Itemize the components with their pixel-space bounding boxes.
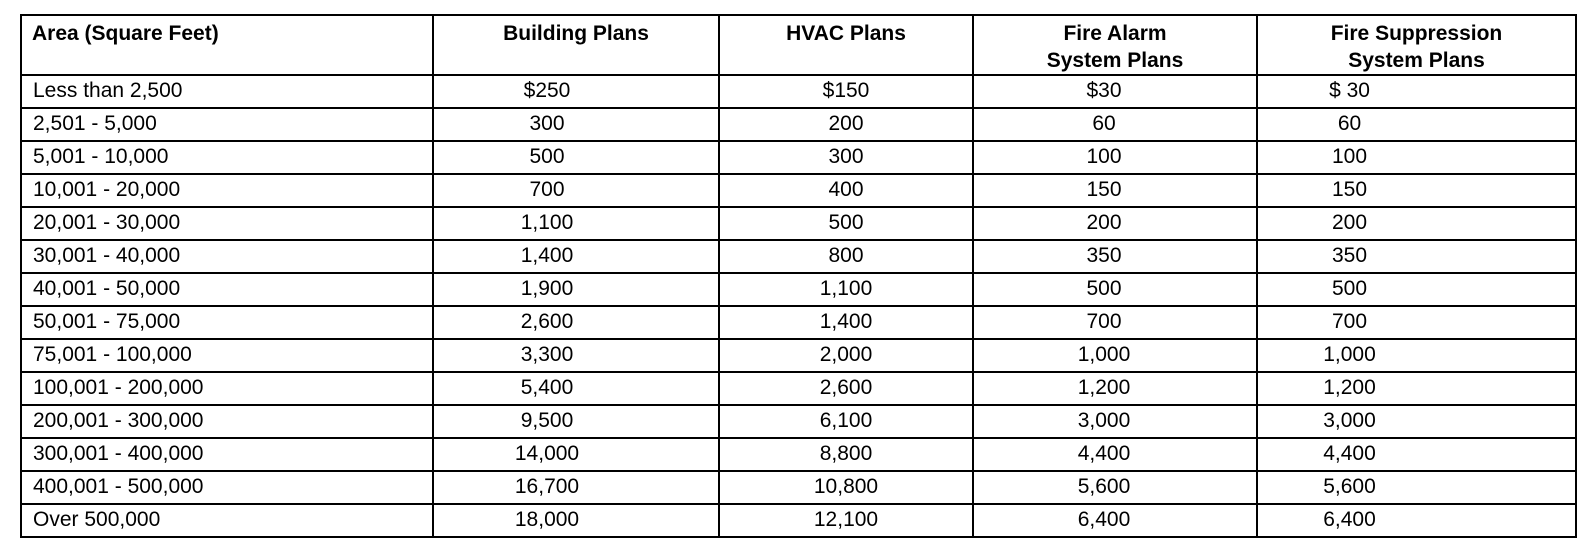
cell-area: 40,001 - 50,000 [21,273,433,306]
cell-hvac-plans: 1,400 [719,306,973,339]
cell-fire-suppression: 1,200 [1257,372,1576,405]
cell-area: Over 500,000 [21,504,433,537]
cell-hvac-plans: 800 [719,240,973,273]
cell-building-plans: 2,600 [433,306,719,339]
column-header-line: Fire Alarm [1063,22,1167,45]
cell-fire-alarm: 100 [973,141,1257,174]
cell-fire-suppression: 350 [1257,240,1576,273]
cell-building-plans: 3,300 [433,339,719,372]
cell-hvac-plans: 400 [719,174,973,207]
cell-area: 300,001 - 400,000 [21,438,433,471]
table-row [21,75,1576,108]
cell-area: 5,001 - 10,000 [21,141,433,174]
cell-building-plans: 5,400 [433,372,719,405]
cell-building-plans: 700 [433,174,719,207]
table-row [21,141,1576,174]
cell-building-plans: 16,700 [433,471,719,504]
cell-hvac-plans: 2,600 [719,372,973,405]
column-header-building-plans [433,15,719,75]
cell-hvac-plans: 8,800 [719,438,973,471]
cell-hvac-plans: 12,100 [719,504,973,537]
cell-hvac-plans: 10,800 [719,471,973,504]
fee-schedule-table [20,14,1577,538]
cell-area: 75,001 - 100,000 [21,339,433,372]
header-row [21,15,1576,75]
cell-building-plans: $250 [433,75,719,108]
cell-area: Less than 2,500 [21,75,433,108]
cell-fire-suppression: 150 [1257,174,1576,207]
cell-hvac-plans: 500 [719,207,973,240]
cell-area: 50,001 - 75,000 [21,306,433,339]
table-row [21,174,1576,207]
cell-building-plans: 18,000 [433,504,719,537]
cell-hvac-plans: 300 [719,141,973,174]
table-header [21,15,1576,75]
cell-hvac-plans: 1,100 [719,273,973,306]
cell-fire-suppression: 3,000 [1257,405,1576,438]
cell-building-plans: 300 [433,108,719,141]
table-row [21,438,1576,471]
column-header-area [21,15,433,75]
table-row [21,207,1576,240]
cell-hvac-plans: 200 [719,108,973,141]
cell-fire-alarm: 6,400 [973,504,1257,537]
table-row [21,504,1576,537]
table-body [21,75,1576,537]
cell-fire-suppression: 100 [1257,141,1576,174]
table-row [21,240,1576,273]
table-row [21,273,1576,306]
cell-area: 30,001 - 40,000 [21,240,433,273]
cell-fire-suppression: 5,600 [1257,471,1576,504]
cell-building-plans: 1,400 [433,240,719,273]
cell-fire-alarm: 700 [973,306,1257,339]
cell-fire-alarm: 150 [973,174,1257,207]
cell-area: 400,001 - 500,000 [21,471,433,504]
cell-area: 200,001 - 300,000 [21,405,433,438]
column-header-hvac-plans [719,15,973,75]
cell-fire-alarm: $30 [973,75,1257,108]
cell-hvac-plans: 2,000 [719,339,973,372]
column-header-line: Area (Square Feet) [32,22,219,45]
cell-fire-suppression: 60 [1257,108,1576,141]
cell-fire-suppression: 6,400 [1257,504,1576,537]
cell-fire-alarm: 200 [973,207,1257,240]
table-row [21,306,1576,339]
cell-fire-alarm: 1,200 [973,372,1257,405]
cell-fire-alarm: 4,400 [973,438,1257,471]
cell-fire-suppression: 500 [1257,273,1576,306]
column-header-line: Building Plans [503,22,649,45]
table-row [21,471,1576,504]
cell-building-plans: 1,900 [433,273,719,306]
cell-building-plans: 500 [433,141,719,174]
cell-fire-alarm: 3,000 [973,405,1257,438]
table-row [21,339,1576,372]
cell-area: 2,501 - 5,000 [21,108,433,141]
table-row [21,405,1576,438]
cell-building-plans: 14,000 [433,438,719,471]
column-header-line: HVAC Plans [786,22,906,45]
cell-fire-alarm: 1,000 [973,339,1257,372]
cell-fire-suppression: 1,000 [1257,339,1576,372]
cell-fire-suppression: $ 30 [1257,75,1576,108]
cell-area: 10,001 - 20,000 [21,174,433,207]
cell-fire-suppression: 4,400 [1257,438,1576,471]
cell-fire-suppression: 200 [1257,207,1576,240]
cell-building-plans: 1,100 [433,207,719,240]
column-header-line: Fire Suppression [1330,22,1503,45]
cell-building-plans: 9,500 [433,405,719,438]
table-row [21,372,1576,405]
cell-area: 20,001 - 30,000 [21,207,433,240]
cell-area: 100,001 - 200,000 [21,372,433,405]
cell-fire-alarm: 350 [973,240,1257,273]
cell-hvac-plans: 6,100 [719,405,973,438]
column-header-fire-alarm [973,15,1257,75]
cell-fire-alarm: 5,600 [973,471,1257,504]
cell-hvac-plans: $150 [719,75,973,108]
cell-fire-suppression: 700 [1257,306,1576,339]
column-header-line: System Plans [1046,49,1184,72]
table-row [21,108,1576,141]
column-header-fire-suppression [1257,15,1576,75]
column-header-line: System Plans [1348,49,1485,72]
cell-fire-alarm: 60 [973,108,1257,141]
cell-fire-alarm: 500 [973,273,1257,306]
